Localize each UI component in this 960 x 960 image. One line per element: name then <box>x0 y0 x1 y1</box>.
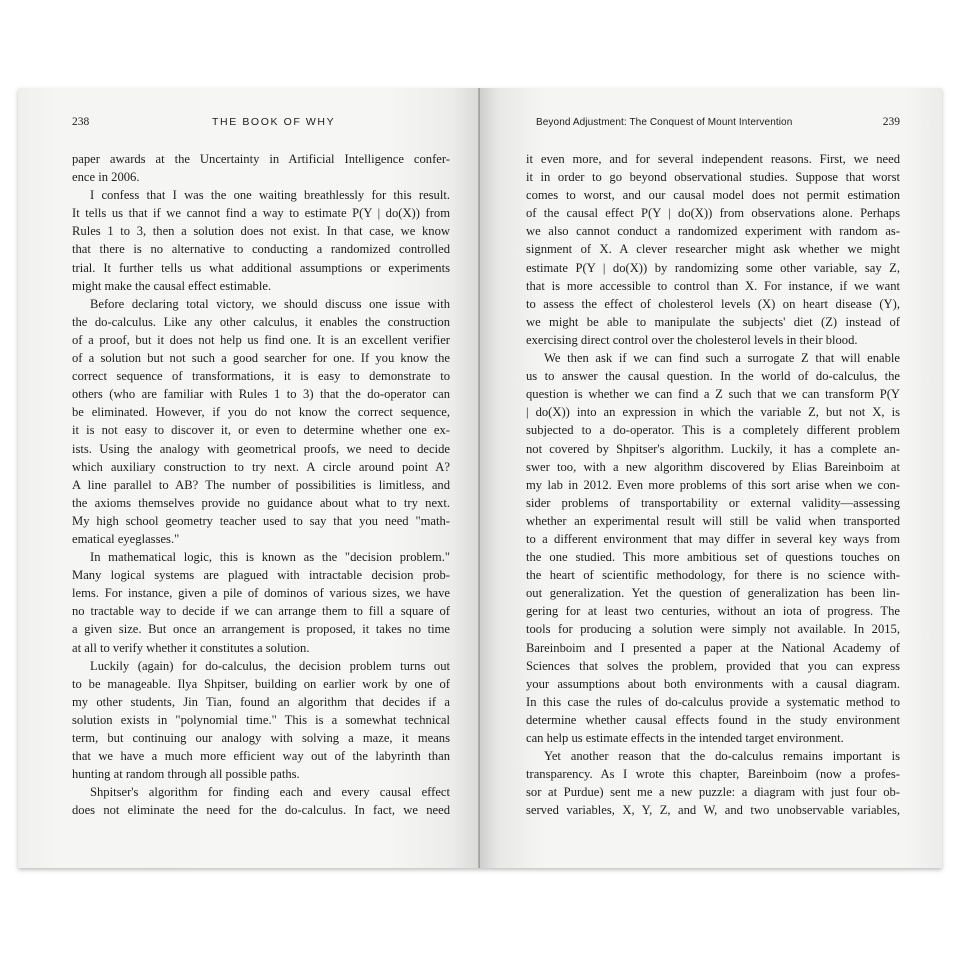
text-line: tools for producing a solution were simply not available. In 2015, <box>526 622 900 637</box>
text-line: of a proof, but it does not help us find one. It is an excellent verifier <box>72 332 450 347</box>
text-line: comes to worst, and our causal model does not permit estimation <box>526 188 900 203</box>
text-line: the one studied. This more ambitious set of questions touches on <box>526 550 900 565</box>
text-line: the do-calculus. Like any other calculus, it enables the construction <box>72 314 450 329</box>
text-line: out generalization. Yet the question of generalization has been lin- <box>526 586 900 601</box>
text-line: ists. Using the analogy with geometrical proofs, we need to decide <box>72 441 450 456</box>
text-line: we also cannot conduct a randomized experiment with random as- <box>526 224 900 239</box>
text-line: my lab in 2012. Even more problems of this sort arise when we con- <box>526 477 900 492</box>
text-line: my other students, Jin Tian, found an algorithm that decides if a <box>72 694 450 709</box>
text-line: that we have a much more efficient way out of the labyrinth than <box>72 749 450 764</box>
text-line: that there is no alternative to conducting a randomized controlled <box>72 242 450 257</box>
text-line: correct sequence of transformations, it is easy to demonstrate to <box>72 369 450 384</box>
right-running-head: Beyond Adjustment: The Conquest of Mount Intervention <box>536 117 793 128</box>
text-line: ematical eyeglasses." <box>72 531 180 546</box>
text-line: Shpitser's algorithm for finding each and every causal effect <box>90 785 450 800</box>
text-line: ence in 2006. <box>72 170 140 185</box>
text-line: gering for at least two centuries, without an iota of progress. The <box>526 604 900 619</box>
text-line: Bareinboim and I presented a paper at the National Academy of <box>526 640 900 655</box>
text-line: Before declaring total victory, we should discuss one issue with <box>90 296 450 311</box>
text-line: it in order to go beyond observational studies. Suppose that worst <box>526 170 900 185</box>
text-line: a given size. But once an arrangement is proposed, it takes no time <box>72 622 450 637</box>
text-line: that is more accessible to control than X. For instance, if we want <box>526 278 900 293</box>
text-line: hunting at random through all possible paths. <box>72 767 300 782</box>
text-line: to a different environment that may differ in several key ways from <box>526 531 900 546</box>
right-page-body <box>526 150 900 819</box>
text-line: My high school geometry teacher used to say that you need "math- <box>72 513 450 528</box>
text-line: whether an experimental result will still be valid when transported <box>526 513 900 528</box>
text-line: might make the causal effect estimable. <box>72 278 272 293</box>
text-line: sor at Purdue) sent me a new puzzle: a diagram with just four ob- <box>526 785 900 800</box>
text-line: In this case the rules of do-calculus provide a systematic method to <box>526 694 900 709</box>
text-line: of the causal effect P(Y | do(X)) from observations alone. Perhaps <box>526 206 900 221</box>
text-line: it even more, and for several independent reasons. First, we need <box>526 152 900 166</box>
text-line: served variables, X, Y, Z, and W, and two unobservable variables, <box>526 803 900 818</box>
text-line: to assess the effect of cholesterol levels (X) on heart disease (Y), <box>526 296 900 311</box>
text-line: the axioms themselves provide no guidance about what to try next. <box>72 495 450 510</box>
text-line: term, but continuing our analogy with solving a maze, it means <box>72 731 450 745</box>
text-line: can help us estimate effects in the intended target environment. <box>526 731 844 745</box>
left-page <box>18 88 480 868</box>
text-line: no tractable way to decide if we can arrange them to fill a square of <box>72 604 450 619</box>
text-line: does not eliminate the need for the do-calculus. In fact, we need <box>72 803 450 818</box>
text-line: It tells us that if we cannot find a way to estimate P(Y | do(X)) from <box>72 206 450 221</box>
text-line: paper awards at the Uncertainty in Artificial Intelligence confer- <box>72 152 450 166</box>
text-line: question is whether we can find a Z such that we can transform P(Y <box>526 387 900 402</box>
open-book <box>18 88 942 868</box>
text-line: trial. It further tells us what additional assumptions or experiments <box>72 260 450 275</box>
left-running-head: THE BOOK OF WHY <box>212 116 336 128</box>
right-page-number: 239 <box>882 116 900 128</box>
text-line: estimate P(Y | do(X)) by randomizing some other variable, say Z, <box>526 260 900 275</box>
text-line: solution exists in "polynomial time." This is a somewhat technical <box>72 712 450 727</box>
text-line: exercising direct control over the cholesterol levels in their blood. <box>526 332 858 347</box>
text-line: I confess that I was the one waiting breathlessly for this result. <box>90 188 450 203</box>
right-page <box>480 88 942 868</box>
text-line: signment of X. A clever researcher might ask whether we might <box>526 242 900 257</box>
text-line: transparency. As I wrote this chapter, Bareinboim (now a profes- <box>526 767 900 782</box>
text-line: determine whether causal effects found in the study environment <box>526 712 900 727</box>
text-line: We then ask if we can find such a surrogate Z that will enable <box>544 351 900 366</box>
left-page-body <box>72 150 450 819</box>
text-line: Yet another reason that the do-calculus remains important is <box>544 749 900 764</box>
text-line: of a solution but not such a good searcher for one. If you know the <box>72 351 450 366</box>
text-line: A line parallel to AB? The number of possibilities is limitless, and <box>72 477 450 492</box>
left-page-number: 238 <box>72 116 90 128</box>
text-line: sider problems of transportability or external validity—assessing <box>526 495 900 510</box>
left-page-header <box>72 116 450 138</box>
text-line: your assumptions about both environments with a causal diagram. <box>526 676 900 691</box>
text-line: not covered by Shpitser's algorithm. Luckily, it has a complete an- <box>526 441 900 456</box>
text-line: at all to verify whether it constitutes a solution. <box>72 640 310 655</box>
right-page-header <box>526 116 900 138</box>
text-line: lems. For instance, given a pile of dominos of various sizes, we have <box>72 586 450 601</box>
text-line: Luckily (again) for do-calculus, the decision problem turns out <box>90 658 450 673</box>
text-line: be eliminated. However, if you do not know the correct sequence, <box>72 405 450 420</box>
text-line: | do(X)) into an expression in which the variable Z, but not X, is <box>526 405 900 420</box>
text-line: it is not easy to discover it, or even to determine whether one ex- <box>72 423 450 438</box>
text-line: others (who are familiar with Rules 1 to 3) that the do-operator can <box>72 387 450 402</box>
text-line: the heart of scientific methodology, for there is no science with- <box>526 568 900 583</box>
text-line: swer too, with a new algorithm discovered by Elias Bareinboim at <box>526 459 900 474</box>
text-line: Rules 1 to 3, then a solution does not exist. In that case, we know <box>72 224 450 239</box>
text-line: us to answer the causal question. In the world of do-calculus, the <box>526 369 900 384</box>
text-line: In mathematical logic, this is known as the "decision problem." <box>90 550 450 565</box>
text-line: we might be able to manipulate the subjects' diet (Z) instead of <box>526 314 900 329</box>
text-line: Many logical systems are plagued with intractable decision prob- <box>72 568 450 583</box>
text-line: subjected to a do-operator. This is a completely different problem <box>526 423 900 438</box>
text-line: Sciences that solves the problem, provided that you can express <box>526 658 900 673</box>
text-line: to be manageable. Ilya Shpitser, building on earlier work by one of <box>72 676 450 691</box>
text-line: which auxiliary construction to try next. A circle around point A? <box>72 459 450 474</box>
